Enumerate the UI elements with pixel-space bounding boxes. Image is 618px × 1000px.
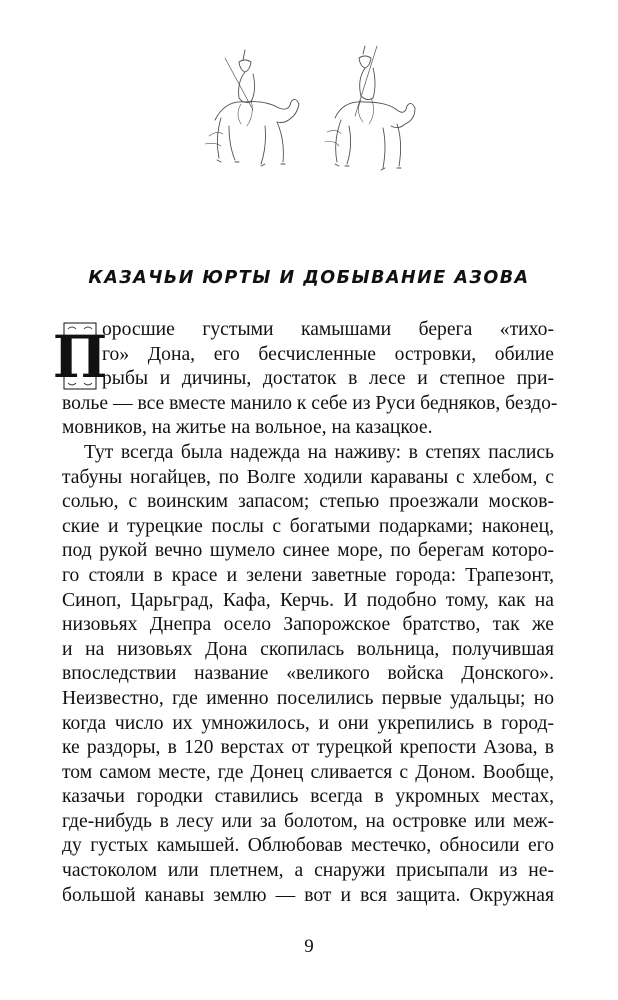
text-line: оросшие густыми камышами берега «тихо- (102, 319, 554, 340)
text-line: го стояли в красе и зелени заветные города: Трапезонт, (62, 564, 554, 586)
text-line: под рукой вечно шумело синее море, по берегам которо- (62, 540, 554, 562)
text-line: когда число их умножилось, и они укрепились в город- (62, 712, 554, 734)
text-line: солью, с воинским запасом; степью проезжали москов- (62, 491, 554, 513)
page-number: 9 (304, 936, 314, 957)
text-line: ке раздоры, в 120 верстах от турецкой крепости Азова, в (62, 737, 554, 759)
text-line: рыбы и дичины, достаток в лесе и степное при- (102, 368, 554, 390)
text-line: ду густых камышей. Облюбовав местечко, обносили его (62, 835, 554, 857)
text-line: Неизвестно, где именно поселились первые удальцы; но (62, 687, 554, 709)
text-line: низовьях Днепра осело Запорожское братство, так же (62, 614, 554, 636)
cossack-horsemen-icon (195, 40, 425, 215)
text-line: где-нибудь в лесу или за болотом, на островке или меж- (62, 810, 554, 832)
text-line: го» Дона, его бесчисленные островки, обилие (102, 343, 554, 365)
text-line: Тут всегда была надежда на наживу: в степях паслись (84, 441, 554, 463)
text-line: Синоп, Царьград, Кафа, Керчь. И подобно тому, как на (62, 589, 554, 611)
text-line: большой канавы землю — вот и вся защита. Окружная (62, 884, 554, 906)
text-line: том самом месте, где Донец сливается с Доном. Вообще, (62, 761, 554, 783)
text-line: табуны ногайцев, по Волге ходили караваны с хлебом, с (62, 466, 554, 488)
text-line: частоколом или плетнем, а снаружи присыпали из не- (62, 860, 554, 882)
body-text (62, 318, 558, 908)
text-line: казачьи городки ставились всегда в укромных местах, (62, 786, 554, 808)
text-line: и на низовьях Дона скопилась вольница, получившая (62, 638, 554, 660)
text-line: ские и турецкие послы с богатыми подарками; наконец, (62, 515, 554, 537)
text-line: волье — все вместе манило к себе из Руси бедняков, бездо- (62, 392, 558, 414)
chapter-title: КАЗАЧЬИ ЮРТЫ И ДОБЫВАНИЕ АЗОВА (88, 268, 530, 288)
text-line: мовников, на житье на вольное, на казацкое. (62, 417, 433, 439)
svg-text:П: П (52, 323, 108, 391)
text-line: впоследствии название «великого войска Донского». (62, 663, 554, 685)
